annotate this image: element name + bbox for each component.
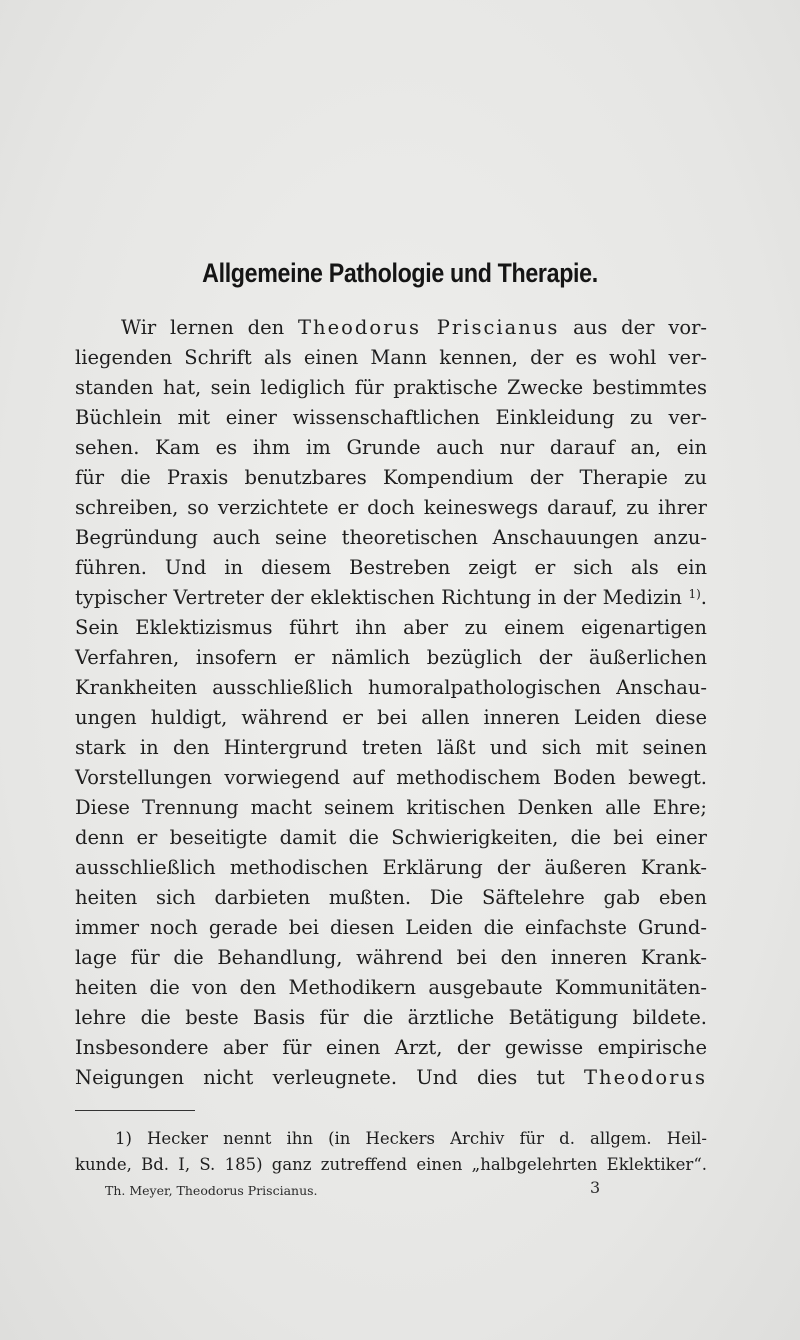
text-line: für die Praxis benutzbares Kompendium der Therapie zu [75,466,707,489]
text-line: lehre die beste Basis für die ärztliche Betätigung bildete. [75,1006,707,1029]
text-line: denn er beseitigte damit die Schwierigkeiten, die bei einer [75,826,707,849]
text-line: lage für die Behandlung, während bei den inneren Krank- [75,946,707,969]
body-text [75,313,707,1093]
text-line-with-footnote [75,583,707,613]
text-line: liegenden Schrift als einen Mann kennen, der es wohl ver- [75,346,707,369]
text-line: Sein Eklektizismus führt ihn aber zu einem eigenartigen [75,616,707,639]
text-line: immer noch gerade bei diesen Leiden die einfachste Grund- [75,916,707,939]
text-line: Insbesondere aber für einen Arzt, der gewisse empirische [75,1036,707,1059]
text-line: ausschließlich methodischen Erklärung der äußeren Krank- [75,856,707,879]
text-line: schreiben, so verzichtete er doch keineswegs darauf, zu ihrer [75,496,707,519]
text-line: Begründung auch seine theoretischen Anschauungen anzu- [75,526,707,549]
text-line: heiten sich darbieten mußten. Die Säftelehre gab eben [75,886,707,909]
footnote-line: kunde, Bd. I, S. 185) ganz zutreffend einen „halbgelehrten Eklektiker“. [75,1155,707,1174]
text-line: Neigungen nicht verleugnete. Und dies tut Theodorus [75,1066,707,1089]
text-line: führen. Und in diesem Bestreben zeigt er sich als ein [75,556,707,579]
text-line: Wir lernen den Theodorus Priscianus aus der vor- [121,316,707,339]
footnote-divider [75,1110,195,1111]
text-line: Verfahren, insofern er nämlich bezüglich der äußerlichen [75,646,707,669]
text-line: Büchlein mit einer wissenschaftlichen Einkleidung zu ver- [75,406,707,429]
footnote [75,1126,707,1178]
page-title: Allgemeine Pathologie und Therapie. [202,258,598,288]
footnote-marker: 1) [688,587,701,601]
text-line: Diese Trennung macht seinem kritischen Denken alle Ehre; [75,796,707,819]
text-line: Krankheiten ausschließlich humoralpathologischen Anschau- [75,676,707,699]
text-line: Vorstellungen vorwiegend auf methodischem Boden bewegt. [75,766,707,789]
text-line-content: typischer Vertreter der eklektischen Richtung in der Medizin [75,586,682,609]
text-line: stark in den Hintergrund treten läßt und sich mit seinen [75,736,707,759]
text-line: heiten die von den Methodikern ausgebaute Kommunitäten- [75,976,707,999]
running-foot: Th. Meyer, Theodorus Priscianus. [105,1183,318,1198]
text-line: ungen huldigt, während er bei allen inneren Leiden diese [75,706,707,729]
footnote-line: 1) Hecker nennt ihn (in Heckers Archiv für d. allgem. Heil- [115,1129,707,1148]
page-number: 3 [590,1178,601,1197]
text-line: standen hat, sein lediglich für praktische Zwecke bestimmtes [75,376,707,399]
text-line: sehen. Kam es ihm im Grunde auch nur darauf an, ein [75,436,707,459]
footnote-marker-punct: . [700,586,707,609]
